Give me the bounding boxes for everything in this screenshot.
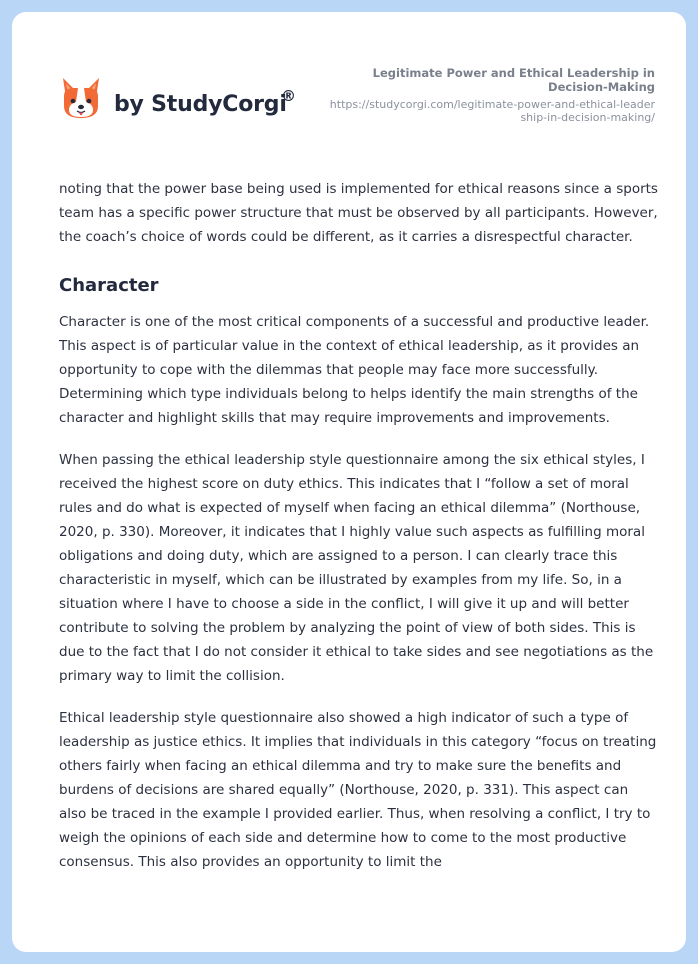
- source-reference: [325, 66, 655, 124]
- document-body: [59, 177, 659, 892]
- registered-mark: ®: [281, 87, 296, 105]
- source-url[interactable]: https://studycorgi.com/legitimate-power-and-ethical-leadership-in-decision-making/: [329, 98, 655, 124]
- corgi-logo-icon: [60, 76, 102, 124]
- body-paragraph: Ethical leadership style questionnaire also showed a high indicator of such a type of leadership as justice ethics. It implies that individuals in this category “focus on treating others fairly when facing an ethical dilemma and try to make sure the benefits and burdens of decisions are shared equally” (Northouse, 2020, p. 331). This aspect can also be traced in the example I provided earlier. Thus, when resolving a conflict, I try to weigh the opinions of each side and determine how to come to the most productive consensus. This also provides an opportunity to limit the: [59, 710, 657, 870]
- source-title: Legitimate Power and Ethical Leadership in Decision-Making: [372, 66, 655, 94]
- body-paragraph: When passing the ethical leadership style questionnaire among the six ethical styles, I received the highest score on duty ethics. This indicates that I “follow a set of moral rules and do what is expected of myself when facing an ethical dilemma” (Northouse, 2020, p. 330). Moreover, it indicates that I highly value such aspects as fulfilling moral obligations and doing duty, which are assigned to a person. I can clearly trace this characteristic in myself, which can be illustrated by examples from my life. So, in a situation where I have to choose a side in the conflict, I will give it up and will better contribute to solving the problem by analyzing the point of view of both sides. This is due to the fact that I do not consider it ethical to take sides and see negotiations as the primary way to limit the collision.: [59, 452, 654, 684]
- section-heading: Character: [59, 275, 159, 296]
- studycorgi-logo[interactable]: [60, 76, 320, 140]
- body-paragraph: Character is one of the most critical components of a successful and productive leader. This aspect is of particular value in the context of ethical leadership, as it provides an opportunity to cope with the dilemmas that people may face more successfully. Determining which type individuals belong to helps identify the main strengths of the character and highlight skills that may require improvements and improvements.: [59, 314, 650, 426]
- logo-wordmark: by StudyCorgi: [114, 92, 287, 117]
- intro-paragraph: noting that the power base being used is implemented for ethical reasons since a sports team has a specific power structure that must be observed by all participants. However, the coach’s choice of words could be different, as it carries a disrespectful character.: [59, 181, 658, 245]
- document-page: [12, 12, 686, 952]
